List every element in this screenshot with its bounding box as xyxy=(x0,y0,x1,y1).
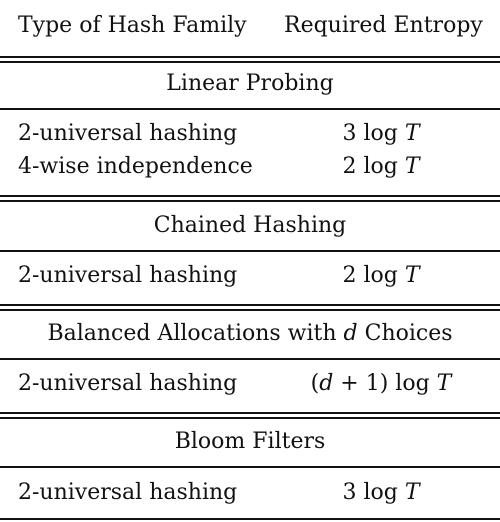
divider-rule xyxy=(0,250,500,252)
divider-rule xyxy=(0,200,500,202)
row-entropy xyxy=(286,154,476,180)
entropy-coefficient: 2 log xyxy=(342,154,405,179)
entropy-variable: T xyxy=(404,480,420,505)
entropy-paren: ( xyxy=(310,371,320,396)
entropy-coefficient: 2 log xyxy=(342,263,405,288)
divider-rule xyxy=(0,195,500,197)
row-family: 2-universal hashing xyxy=(18,371,238,396)
section-title-text: Choices xyxy=(357,321,453,346)
row-entropy xyxy=(286,480,476,506)
entropy-variable: T xyxy=(404,154,420,179)
entropy-coefficient: + 1) log xyxy=(333,371,437,396)
divider-rule xyxy=(0,417,500,419)
section-title-linear-probing: Linear Probing xyxy=(166,71,334,96)
row-family: 2-universal hashing xyxy=(18,263,238,288)
row-family: 4-wise independence xyxy=(18,154,253,179)
row-entropy xyxy=(286,121,476,147)
entropy-variable: T xyxy=(436,371,452,396)
entropy-variable-d: d xyxy=(319,371,334,396)
divider-rule xyxy=(0,518,500,520)
entropy-variable: T xyxy=(404,263,420,288)
section-title-chained-hashing: Chained Hashing xyxy=(153,213,347,238)
section-title-balanced-allocations xyxy=(0,321,500,347)
row-family: 2-universal hashing xyxy=(18,121,238,146)
section-title-bloom-filters: Bloom Filters xyxy=(174,429,326,454)
header-required-entropy: Required Entropy xyxy=(284,13,483,38)
divider-rule xyxy=(0,466,500,468)
row-entropy xyxy=(286,371,476,397)
divider-rule xyxy=(0,304,500,306)
row-entropy xyxy=(286,263,476,289)
section-title-text: Balanced Allocations with xyxy=(47,321,344,346)
entropy-variable: T xyxy=(404,121,420,146)
entropy-coefficient: 3 log xyxy=(342,121,405,146)
divider-rule xyxy=(0,108,500,110)
header-type-of-hash-family: Type of Hash Family xyxy=(18,13,247,38)
section-title-variable: d xyxy=(343,321,358,346)
divider-rule xyxy=(0,309,500,311)
divider-rule xyxy=(0,358,500,360)
divider-rule xyxy=(0,61,500,63)
divider-rule xyxy=(0,56,500,58)
divider-rule xyxy=(0,412,500,414)
entropy-coefficient: 3 log xyxy=(342,480,405,505)
row-family: 2-universal hashing xyxy=(18,480,238,505)
